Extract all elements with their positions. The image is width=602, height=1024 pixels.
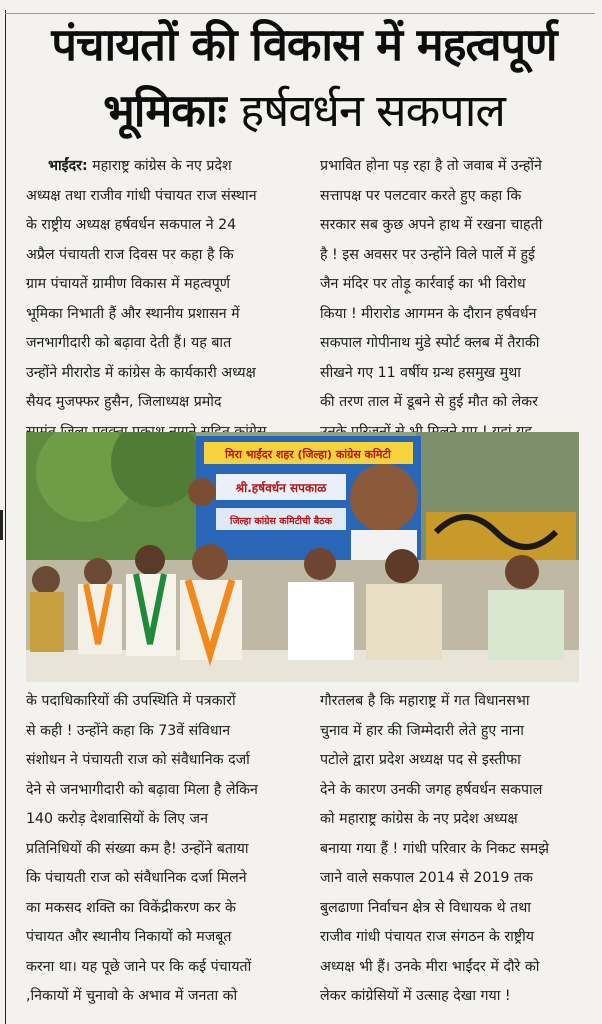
- article-line: अप्रैल पंचायती राज दिवस पर कहा है कि: [26, 246, 234, 263]
- article-line: अध्यक्ष भी हैं। उनके मीरा भाईंदर में दौरे को: [320, 958, 540, 975]
- column-marker: [0, 510, 3, 540]
- article-line: [26, 152, 298, 182]
- article-line: पंचायत और स्थानीय निकायों को मजबूत: [26, 929, 232, 945]
- article-column-bottom-left: [26, 687, 298, 1012]
- article-line: 140 करोड़ देशवासियों के लिए जन: [26, 811, 208, 827]
- article-line: से कही ! उन्होंने कहा कि 73वें संविधान: [26, 722, 231, 739]
- article-line: संशोधन ने पंचायती राज को संवैधानिक दर्जा: [26, 752, 250, 768]
- banner-name: श्री.हर्षवर्धन सपकाळ: [235, 481, 327, 495]
- event-photo-illustration: [26, 432, 579, 682]
- article-line: भूमिका निभाती हैं और स्थानीय प्रशासन में: [26, 305, 240, 322]
- article-line: गौरतलब है कि महाराष्ट्र में गत विधानसभा: [320, 693, 530, 709]
- article-column-top-left: [26, 152, 298, 447]
- article-line: जैन मंदिर पर तोड़ू कार्रवाई का भी विरोध: [320, 276, 526, 292]
- banner-subtitle: जिल्हा कांग्रेस कमिटीची बैठक: [230, 516, 332, 527]
- page-rule-left: [5, 10, 6, 1024]
- article-line-text: महाराष्ट्र कांग्रेस के नए प्रदेश: [92, 158, 232, 174]
- previous-page-strip: [0, 0, 602, 10]
- dateline: भाईंदर:: [48, 158, 88, 174]
- article-line: पटोले द्वारा प्रदेश अध्यक्ष पद से इस्तीफा: [320, 752, 521, 768]
- article-line: अध्यक्ष तथा राजीव गांधी पंचायत राज संस्थान: [26, 187, 257, 204]
- article-line: सैयद मुजफ्फर हुसैन, जिलाध्यक्ष प्रमोद: [26, 394, 222, 410]
- article-line: सकपाल गोपीनाथ मुंडे स्पोर्ट क्लब में तैराकी: [320, 335, 540, 351]
- article-line: प्रभावित होना पड़ रहा है तो जवाब में उन्होंने: [320, 158, 542, 174]
- article-column-bottom-right: [320, 687, 582, 1012]
- banner-title: मिरा भाईंदर शहर (जिल्हा) कांग्रेस कमिटी: [225, 448, 391, 461]
- headline: [14, 14, 594, 146]
- article-line: की तरण ताल में डूबने से हुई मौत को लेकर: [320, 394, 538, 410]
- article-line: देने के कारण उनकी जगह हर्षवर्धन सकपाल: [320, 781, 543, 798]
- headline-line-2-lead: भूमिकाः: [103, 84, 226, 137]
- article-line: का मकसद शक्ति का विकेंद्रीकरण कर के: [26, 899, 236, 916]
- article-line: उन्होंने मीरारोड में कांग्रेस के कार्यकारी अध्यक्ष: [26, 364, 256, 381]
- article-line: ,निकायों में चुनावो के अभाव में जनता को: [26, 988, 238, 1004]
- headline-line-2: [14, 80, 594, 142]
- article-line: कि पंचायती राज को संवैधानिक दर्जा मिलने: [26, 870, 247, 886]
- article-column-top-right: [320, 152, 582, 447]
- article-line: ग्राम पंचायतें ग्रामीण विकास में महत्वपूर्ण: [26, 276, 231, 292]
- article-line: के पदाधिकारियों की उपस्थिति में पत्रकारों: [26, 693, 236, 709]
- article-line: देने से जनभागीदारी को बढ़ावा मिला है लेकिन: [26, 781, 258, 798]
- article-line: सरकार सब कुछ अपने हाथ में रखना चाहती: [320, 217, 543, 233]
- article-line: लेकर कांग्रेसियों में उत्साह देखा गया !: [320, 988, 511, 1004]
- article-line: जाने वाले सकपाल 2014 से 2019 तक: [320, 870, 533, 886]
- article-line: चुनाव में हार की जिम्मेदारी लेते हुए नाना: [320, 722, 524, 739]
- headline-line-1: पंचायतों की विकास में महत्वपूर्ण: [51, 18, 557, 71]
- article-line: के राष्ट्रीय अध्यक्ष हर्षवर्धन सकपाल ने 24: [26, 217, 237, 233]
- article-line: जनभागीदारी को बढ़ावा देती हैं। यह बात: [26, 335, 232, 351]
- article-line: बनाया गया हैं ! गांधी परिवार के निकट समझे: [320, 840, 549, 857]
- article-line: प्रतिनिधियों की संख्या कम है! उन्होंने बताया: [26, 840, 249, 857]
- article-line: सीखने गए 11 वर्षीय ग्रन्थ हसमुख मुथा: [320, 364, 521, 381]
- event-photo: [26, 432, 579, 682]
- article-line: किया ! मीरारोड आगमन के दौरान हर्षवर्धन: [320, 305, 537, 322]
- article-line: है ! इस अवसर पर उन्होंने विले पार्ले में हुई: [320, 246, 535, 263]
- article-line: सत्तापक्ष पर पलटवार करते हुए कहा कि: [320, 187, 522, 204]
- article-line: बुलढाणा निर्वाचन क्षेत्र से विधायक थे तथा: [320, 899, 531, 916]
- article-line: करना था। यह पूछे जाने पर कि कई पंचायतों: [26, 958, 252, 975]
- headline-byname: हर्षवर्धन सकपाल: [240, 84, 505, 137]
- article-line: को महाराष्ट्र कांग्रेस के नए प्रदेश अध्यक्ष: [320, 811, 518, 827]
- article-line: राजीव गांधी पंचायत राज संगठन के राष्ट्रीय: [320, 929, 535, 945]
